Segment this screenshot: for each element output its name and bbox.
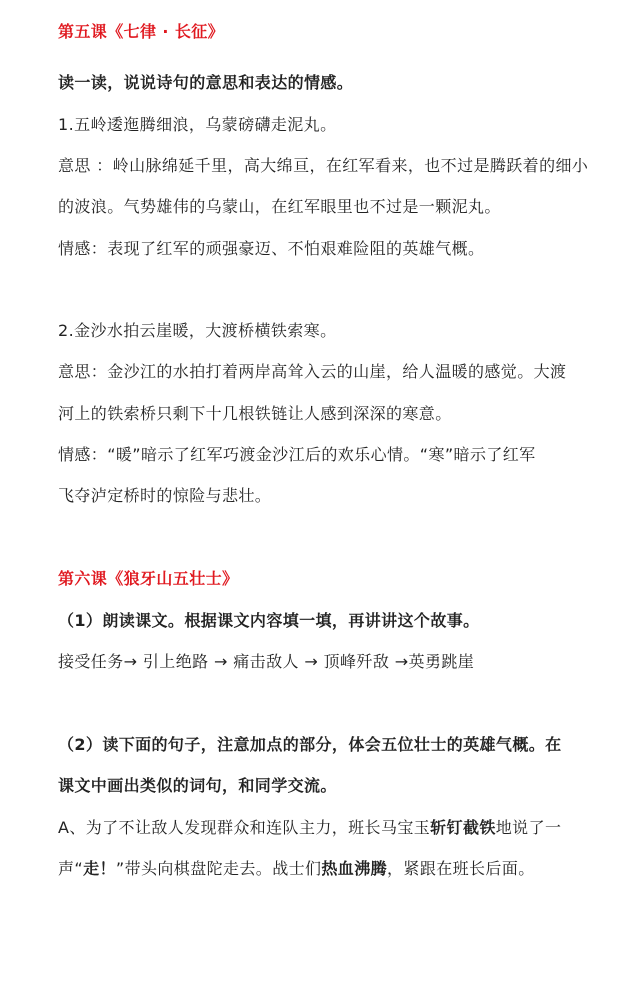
lesson5-emotion-2-line1: 情感：“暖”暗示了红军巧渡金沙江后的欢乐心情。“寒”暗示了红军 <box>58 445 536 464</box>
sentence-a-text: ”带头向棋盘陀走去。战士们 <box>115 859 322 878</box>
lesson5-meaning-2-line2: 河上的铁索桥只剩下十几根铁链让人感到深深的寒意。 <box>58 404 452 423</box>
lesson5-title: 第五课《七律 · 长征》 <box>58 22 225 41</box>
lesson6-sentence-a-line1 <box>58 818 561 838</box>
lesson5-meaning-2-line1: 意思：金沙江的水拍打着两岸高耸入云的山崖，给人温暖的感觉。大渡 <box>58 362 567 381</box>
sentence-a-emphasis: 走！ <box>83 859 116 878</box>
lesson5-emotion-2-line2: 飞夺泸定桥时的惊险与悲壮。 <box>58 486 272 505</box>
lesson6-sentence-a-line2 <box>58 859 535 879</box>
sentence-a-text: ，紧跟在班长后面。 <box>387 859 535 878</box>
sentence-a-text: 声“ <box>58 859 84 878</box>
lesson5-meaning-1-line1: 意思 ：岭山脉绵延千里，高大绵亘，在红军看来，也不过是腾跃着的细小 <box>58 156 589 175</box>
lesson5-verse-1: 1.五岭逶迤腾细浪，乌蒙磅礴走泥丸。 <box>58 115 337 134</box>
lesson5-emotion-1: 情感：表现了红军的顽强豪迈、不怕艰难险阻的英雄气概。 <box>58 239 485 258</box>
lesson6-q2-prompt-line2: 课文中画出类似的词句，和同学交流。 <box>58 776 337 795</box>
lesson5-instruction: 读一读，说说诗句的意思和表达的情感。 <box>58 73 354 92</box>
lesson6-title: 第六课《狼牙山五壮士》 <box>58 569 239 588</box>
lesson5-meaning-1-line2: 的波浪。气势雄伟的乌蒙山，在红军眼里也不过是一颗泥丸。 <box>58 197 501 216</box>
sentence-a-emphasis: 热血沸腾 <box>321 859 388 878</box>
lesson5-verse-2: 2.金沙水拍云崖暖，大渡桥横铁索寒。 <box>58 321 337 340</box>
lesson6-q2-prompt-line1: （2）读下面的句子，注意加点的部分，体会五位壮士的英雄气概。在 <box>58 735 562 754</box>
sentence-a-text: 地说了一 <box>495 818 562 837</box>
sentence-a-emphasis: 斩钉截铁 <box>430 818 496 837</box>
lesson6-q1-prompt: （1）朗读课文。根据课文内容填一填，再讲讲这个故事。 <box>58 611 480 630</box>
sentence-a-text: A、为了不让敌人发现群众和连队主力，班长马宝玉 <box>58 818 431 837</box>
lesson6-q1-sequence: 接受任务→ 引上绝路 → 痛击敌人 → 顶峰歼敌 →英勇跳崖 <box>58 652 475 671</box>
